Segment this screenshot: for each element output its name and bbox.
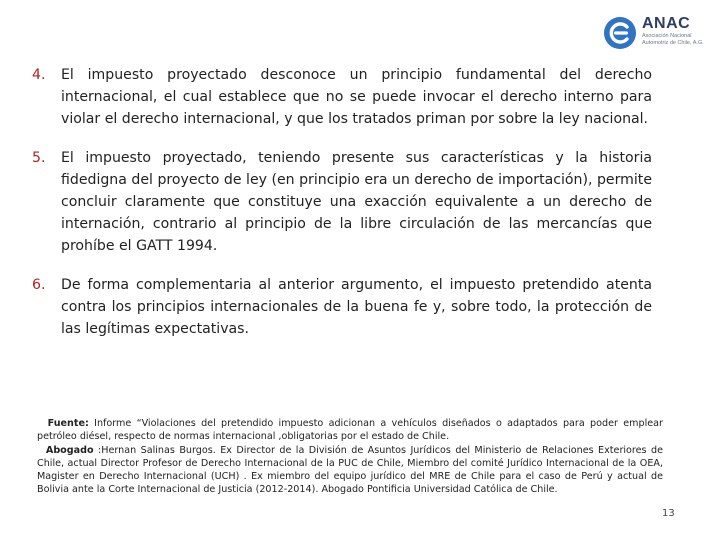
fuente-paragraph (37, 417, 663, 444)
anac-logo (603, 14, 713, 54)
point-6 (32, 274, 652, 340)
point-4 (32, 64, 652, 130)
fuente-text: Informe “Violaciones del pretendido impuesto adicionan a vehículos diseñados o adaptados para poder emplear petróleo diésel, respecto de normas internacional ,obligatorias por el estado de Chile. (37, 418, 663, 443)
point-number: 4. (32, 67, 46, 83)
anac-logo-icon (603, 16, 637, 50)
point-5 (32, 147, 652, 257)
source-note (37, 417, 663, 497)
point-text: De forma complementaria al anterior argumento, el impuesto pretendido atenta contra los principios internacionales de la buena fe y, sobre todo, la protección de las legítimas expectativas. (61, 277, 652, 337)
abogado-paragraph (37, 444, 663, 497)
point-text: El impuesto proyectado desconoce un principio fundamental del derecho internacional, el cual establece que no se puede invocar el derecho interno para violar el derecho internacional, y que los tratados priman por sobre la ley nacional. (61, 67, 652, 127)
logo-name: ANAC (642, 15, 691, 32)
fuente-label: Fuente: (47, 418, 89, 429)
point-number: 5. (32, 150, 46, 166)
logo-subtitle-line2: Automotriz de Chile, A.G. (642, 40, 704, 46)
logo-subtitle-line1: Asociación Nacional (642, 33, 692, 39)
point-number: 6. (32, 277, 46, 293)
point-text: El impuesto proyectado, teniendo presente sus características y la historia fidedigna del proyecto de ley (en principio era un derecho de importación), permite concluir claramente que constituye una exacción equivalente a un derecho de internación, contrario al principio de la libre circulación de las mercancías que prohíbe el GATT 1994. (61, 150, 652, 254)
abogado-label: Abogado (45, 444, 94, 456)
abogado-text: :Hernan Salinas Burgos. Ex Director de la División de Asuntos Jurídicos del Ministerio de Relaciones Exteriores de Chile, actual Director Profesor de Derecho Internacional de la PUC de Chile, Miembro del comité Jurídico Internacional de la OEA, Magister en Derecho Internacional (UCH) . Ex miembro del equipo jurídico del MRE de Chile para el caso de Perú y actual de Bolivia ante la Corte Internacional de Justicia (2012-2014). Abogado Pontificia Universidad Católica de Chile. (37, 444, 663, 496)
numbered-points (32, 64, 652, 340)
page-number: 13 (662, 508, 675, 519)
